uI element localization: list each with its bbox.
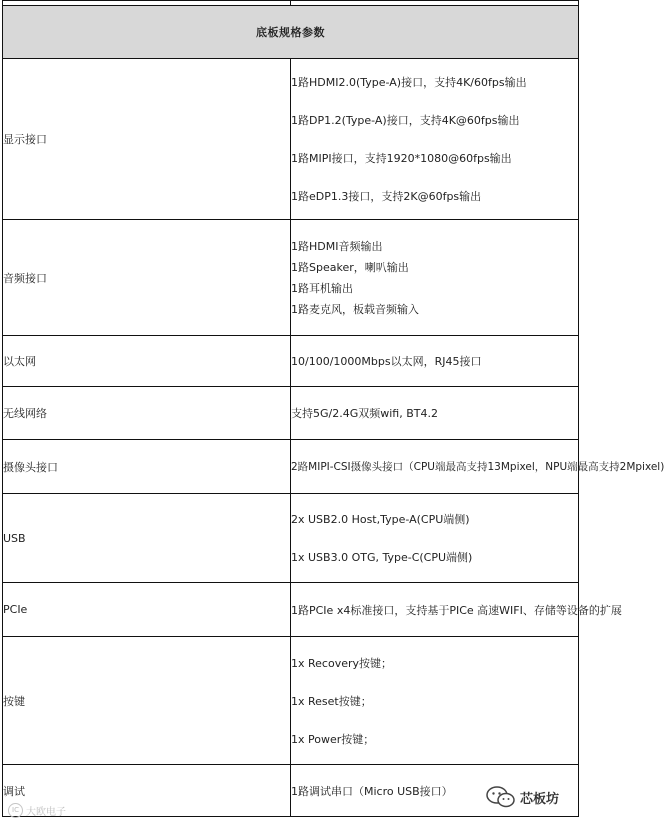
watermark-right (486, 786, 559, 808)
watermark-right-text: 芯板坊 (520, 791, 560, 807)
value-line: 2路MIPI-CSI摄像头接口（CPU端最高支持13Mpixel，NPU端最高支持2Mpixel) (291, 461, 664, 473)
title-row (3, 6, 579, 59)
value-line: 10/100/1000Mbps以太网，RJ45接口 (291, 355, 482, 368)
value-line: 1路eDP1.3接口，支持2K@60fps输出 (291, 190, 482, 203)
value-line: 支持5G/2.4G双频wifi, BT4.2 (291, 407, 438, 420)
row-label: 显示接口 (3, 59, 291, 220)
row-value (291, 494, 579, 583)
wechat-icon (486, 786, 516, 808)
table-row (3, 583, 579, 637)
row-value (291, 440, 664, 494)
row-label: 音频接口 (3, 220, 291, 336)
value-line: 1路HDMI2.0(Type-A)接口，支持4K/60fps输出 (291, 76, 527, 89)
row-value (291, 583, 622, 637)
table-row (3, 440, 579, 494)
row-value (291, 59, 579, 220)
watermark-left (8, 803, 66, 818)
table-row (3, 336, 579, 387)
row-value (291, 637, 579, 765)
value-line: 1路HDMI音频输出 (291, 239, 383, 253)
spec-table (2, 0, 664, 817)
table-title: 底板规格参数 (3, 6, 579, 59)
value-line: 1路PCIe x4标准接口，支持基于PICe 高速WIFI、存储等设备的扩展 (291, 603, 622, 617)
value-line: 2x USB2.0 Host,Type-A(CPU端侧) (291, 513, 470, 526)
value-line: 1路DP1.2(Type-A)接口，支持4K@60fps输出 (291, 114, 520, 127)
value-line: 1路MIPI接口，支持1920*1080@60fps输出 (291, 152, 512, 165)
row-value (291, 336, 579, 387)
value-line: 1路Speaker，喇叭输出 (291, 260, 409, 274)
watermark-left-text: 大欧电子 (26, 807, 66, 818)
value-line: 1x Reset按键； (291, 694, 372, 708)
value-line: 1路麦克风，板载音频输入 (291, 302, 419, 316)
row-value (291, 387, 579, 440)
row-label: 摄像头接口 (3, 440, 291, 494)
row-label: USB (3, 494, 291, 583)
watermark-circle-icon: IC (8, 803, 23, 818)
value-line: 1x USB3.0 OTG, Type-C(CPU端侧) (291, 551, 473, 564)
row-label: 无线网络 (3, 387, 291, 440)
value-line: 1x Recovery按键； (291, 656, 393, 670)
row-label: 按键 (3, 637, 291, 765)
value-line: 1路耳机输出 (291, 281, 353, 295)
row-label: 以太网 (3, 336, 291, 387)
row-label: PCIe (3, 583, 291, 637)
value-line: 1x Power按键； (291, 732, 375, 746)
table-row (3, 220, 579, 336)
row-label: 调试 (3, 765, 291, 817)
table-row (3, 59, 579, 220)
table-row (3, 494, 579, 583)
value-line: 1路调试串口（Micro USB接口） (291, 784, 453, 798)
row-value (291, 220, 579, 336)
table-row (3, 387, 579, 440)
table-row (3, 637, 579, 765)
